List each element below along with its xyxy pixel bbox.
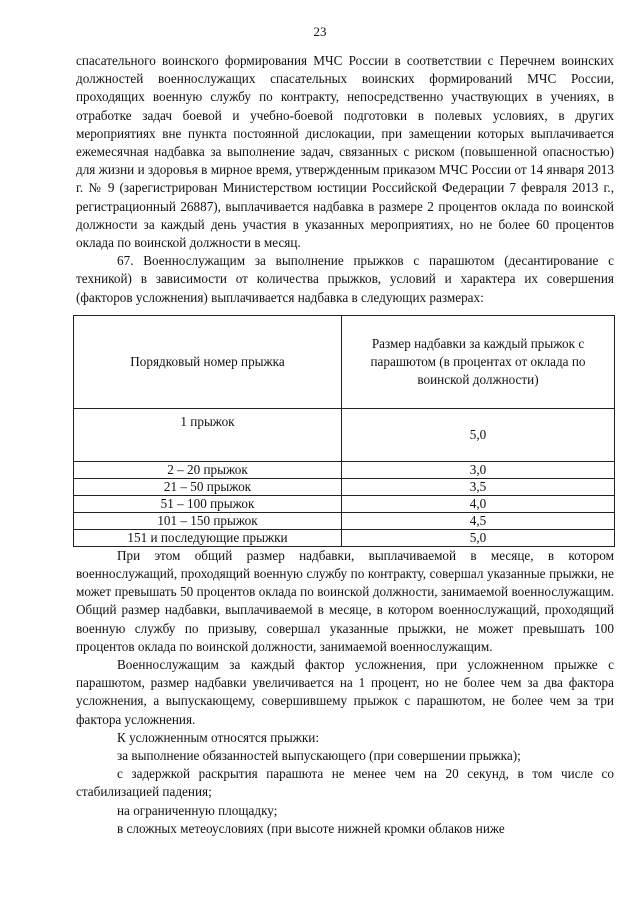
paragraph: спасательного воинского формирования МЧС России в соответствии с Перечнем воинских должностей военнослужащих спасательных воинских формирований МЧС России, проходящих военную службу по контракту, непосредственно участвующих в учениях, в отработке задач боевой и учебно-боевой подготовки в полевых условиях, в других мероприятиях вне пункта постоянной дислокации, при замещении которых выплачивается ежемесячная надбавка за выполнение задач, связанных с риском (повышенной опасностью) для жизни и здоровья в мирное время, утвержденным приказом МЧС России от 14 января 2013 г. № 9 (зарегистрирован Министерством юстиции Российской Федерации 7 февраля 2013 г., регистрационный 26887), выплачивается надбавка в размере 2 процентов оклада по воинской должности за каждый день участия в указанных мероприятиях, но не более 60 процентов оклада по воинской должности в месяц.: [76, 53, 614, 251]
table-cell-rate: 3,5: [342, 478, 615, 495]
table-row: [74, 461, 615, 478]
document-body: [76, 52, 614, 838]
table-cell-jump: 2 – 20 прыжок: [74, 461, 342, 478]
table-header-cell: Размер надбавки за каждый прыжок с парашютом (в процентах от оклада по воинской должности): [342, 315, 615, 408]
paragraph: Военнослужащим за каждый фактор усложнения, при усложненном прыжке с парашютом, размер надбавки увеличивается на 1 процент, но не более чем за два фактора усложнения, а выпускающему, совершившему прыжок с парашютом, не более чем за три фактора усложнения.: [76, 657, 614, 727]
table-cell-rate: 5,0: [342, 529, 615, 546]
paragraph: за выполнение обязанностей выпускающего (при совершении прыжка);: [117, 748, 521, 764]
paragraph: в сложных метеоусловиях (при высоте нижней кромки облаков ниже: [117, 820, 505, 836]
table-cell-rate: 3,0: [342, 461, 615, 478]
table-cell-rate: 4,5: [342, 512, 615, 529]
table-row: [74, 529, 615, 546]
table-cell-rate: 5,0: [342, 408, 615, 461]
table-header-cell: Порядковый номер прыжка: [74, 315, 342, 408]
table-row: [74, 495, 615, 512]
table-cell-jump: 151 и последующие прыжки: [74, 529, 342, 546]
table-row: [74, 478, 615, 495]
table-cell-jump: 51 – 100 прыжок: [74, 495, 342, 512]
paragraph: При этом общий размер надбавки, выплачиваемой в месяце, в котором военнослужащий, проходящий военную службу по контракту, совершал указанные прыжки, не может превышать 50 процентов оклада по воинской должности, занимаемой военнослужащим. Общий размер надбавки, выплачиваемой в месяце, в котором военнослужащий, проходящий военную службу по призыву, совершал указанные прыжки, не может превышать 100 процентов оклада по воинской должности, занимаемой военнослужащим.: [76, 547, 614, 654]
paragraph: на ограниченную площадку;: [117, 802, 278, 818]
paragraph: с задержкой раскрытия парашюта не менее чем на 20 секунд, в том числе со стабилизацией падения;: [76, 766, 614, 800]
table-header-row: [74, 315, 615, 408]
table-row: [74, 408, 615, 461]
paragraph: К усложненным относятся прыжки:: [117, 729, 319, 745]
paragraph: 67. Военнослужащим за выполнение прыжков с парашютом (десантирование с техникой) в зависимости от количества прыжков, условий и характера их совершения (факторов усложнения) выплачивается надбавка в следующих размерах:: [76, 253, 614, 305]
table-cell-jump: 101 – 150 прыжок: [74, 512, 342, 529]
table-row: [74, 512, 615, 529]
table-cell-jump: 21 – 50 прыжок: [74, 478, 342, 495]
table-cell-jump: 1 прыжок: [74, 408, 342, 461]
page-number: 23: [313, 24, 327, 39]
table-cell-rate: 4,0: [342, 495, 615, 512]
jump-allowance-table: [73, 315, 615, 547]
